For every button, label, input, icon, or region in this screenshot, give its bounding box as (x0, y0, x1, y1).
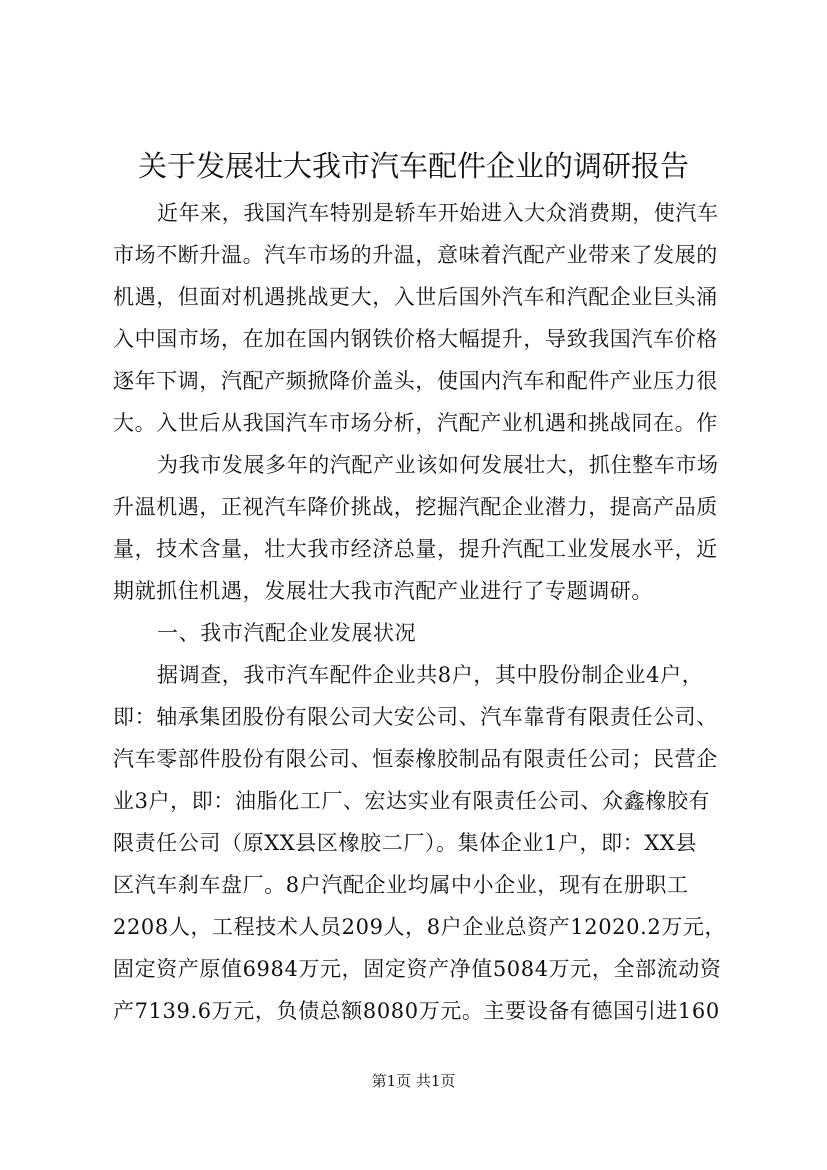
paragraph-line: 升温机遇，正视汽车降价挑战，挖掘汽配企业潜力，提高产品质 (113, 495, 718, 519)
paragraph-line: 为我市发展多年的汽配产业该如何发展壮大，抓住整车市场 (157, 453, 719, 477)
paragraph-line: 近年来，我国汽车特别是轿车开始进入大众消费期，使汽车 (157, 201, 719, 225)
paragraph-line: 业3户，即：油脂化工厂、宏达实业有限责任公司、众鑫橡胶有 (113, 789, 711, 813)
paragraph-line: 机遇，但面对机遇挑战更大，入世后国外汽车和汽配企业巨头涌 (113, 285, 718, 309)
paragraph-line: 大。入世后从我国汽车市场分析，汽配产业机遇和挑战同在。作 (113, 411, 718, 435)
paragraph-line: 期就抓住机遇，发展壮大我市汽配产业进行了专题调研。 (113, 579, 653, 603)
paragraph-line: 2208人，工程技术人员209人，8户企业总资产12020.2万元， (113, 915, 727, 939)
page-footer: 第1页 共1页 (371, 1072, 456, 1090)
paragraph-line: 入中国市场，在加在国内钢铁价格大幅提升，导致我国汽车价格 (113, 327, 718, 351)
paragraph-line: 汽车零部件股份有限公司、恒泰橡胶制品有限责任公司；民营企 (113, 747, 718, 771)
paragraph-line: 即：轴承集团股份有限公司大安公司、汽车靠背有限责任公司、 (113, 705, 718, 729)
paragraph-line: 固定资产原值6984万元，固定资产净值5084万元，全部流动资 (113, 957, 722, 981)
paragraph-line: 区汽车刹车盘厂。8户汽配企业均属中小企业，现有在册职工 (113, 873, 689, 897)
document-title: 关于发展壮大我市汽车配件企业的调研报告 (137, 149, 689, 183)
paragraph-line: 量，技术含量，壮大我市经济总量，提升汽配工业发展水平，近 (113, 537, 718, 561)
section-heading: 一、我市汽配企业发展状况 (157, 621, 417, 645)
paragraph-line: 据调查，我市汽车配件企业共8户，其中股份制企业4户， (157, 663, 704, 687)
paragraph-line: 产7139.6万元，负债总额8080万元。主要设备有德国引进160 (113, 999, 720, 1023)
paragraph-line: 限责任公司（原XX县区橡胶二厂）。集体企业1户，即：XX县 (113, 831, 698, 855)
paragraph-line: 逐年下调，汽配产频掀降价盖头，使国内汽车和配件产业压力很 (113, 369, 718, 393)
paragraph-line: 市场不断升温。汽车市场的升温，意味着汽配产业带来了发展的 (113, 243, 718, 267)
